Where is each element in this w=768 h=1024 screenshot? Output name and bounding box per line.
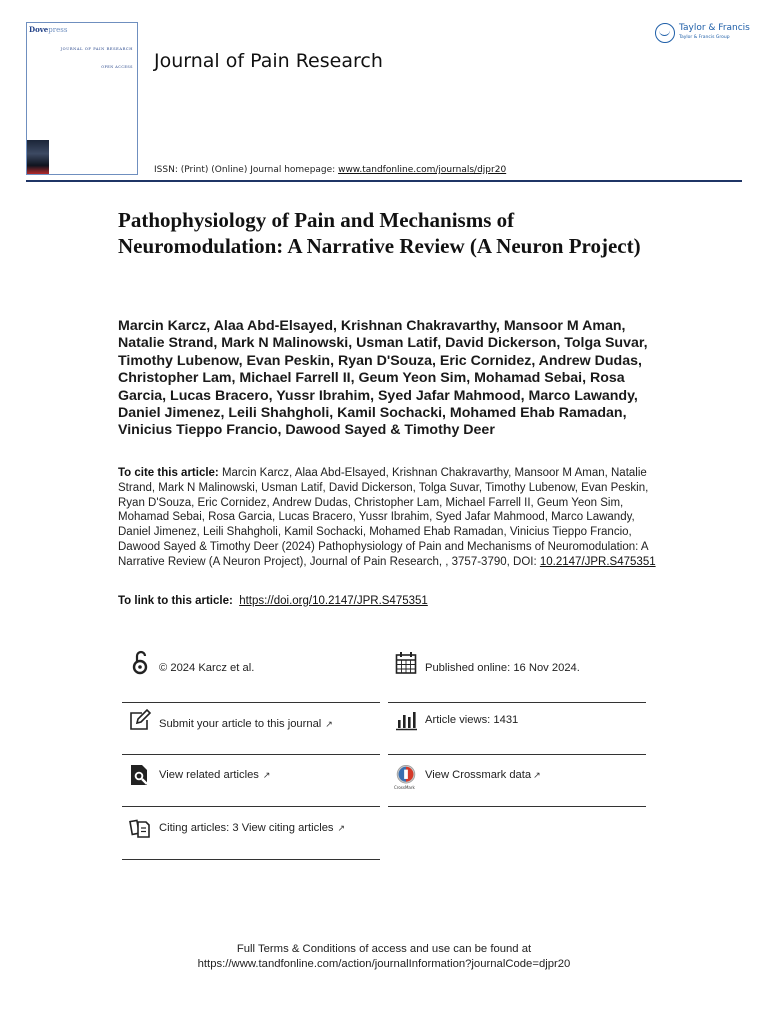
cover-image — [27, 140, 49, 174]
search-document-icon — [128, 762, 152, 788]
crossmark-cell[interactable] — [388, 754, 646, 807]
logo-name: Taylor & Francis — [679, 23, 750, 33]
cover-publisher: Dovepress — [29, 25, 68, 34]
citing-documents-icon — [128, 815, 152, 841]
published-date: Published online: 16 Nov 2024. — [425, 662, 580, 674]
external-link-icon: ↗ — [533, 770, 541, 780]
citing-articles-link[interactable] — [159, 822, 345, 834]
license-text: © 2024 Karcz et al. — [159, 662, 255, 674]
crossmark-label: View Crossmark data — [425, 769, 532, 781]
external-link-icon: ↗ — [337, 823, 346, 833]
edit-pencil-icon — [128, 708, 152, 734]
journal-cover-thumbnail — [26, 22, 138, 175]
issn-line — [154, 165, 506, 175]
submit-cell[interactable] — [122, 702, 380, 755]
taylor-francis-logo-icon — [655, 23, 675, 43]
related-articles-link[interactable] — [159, 769, 270, 781]
terms-line-1: Full Terms & Conditions of access and use can be found at — [236, 943, 532, 955]
cover-open-access: OPEN ACCESS — [101, 65, 133, 69]
citation-label: To cite this article: — [118, 467, 219, 479]
citation-doi-link[interactable]: 10.2147/JPR.S475351 — [539, 555, 656, 568]
license-cell — [122, 650, 380, 703]
bar-chart-icon — [394, 708, 418, 734]
citation-text: Marcin Karcz, Alaa Abd-Elsayed, Krishnan Chakravarthy, Mansoor M Aman, Natalie Strand, Mark N Malinowski, Usman Latif, David Dickerson, Tolga Suvar, Timothy Lubenow, Evan Peskin, Ryan D'Souza, Eric Cornidez, Andrew Dudas, Christopher Lam, Michael Farrell II, Geum Yeon Sim, Mohamad Sebai, Rosa Garcia, Lucas Bracero, Yussr Ibrahim, Syed Jafar Mahmood, Marco Lawandy, Daniel Jimenez, Leili Shahgholi, Kamil Sochacki, Mohamed Ehab Ramadan, Vinicius Tieppo Francio, Dawood Sayed & Timothy Deer (2024) Pathophysiology of Pain and Mechanisms of Neuromodulation: A Narrative Review (A Neuron Project), Journal of Pain Research, , 3757-3790, DOI: — [118, 467, 649, 568]
cover-journal-name: JOURNAL OF PAIN RESEARCH — [60, 47, 133, 51]
citing-articles-label: Citing articles: 3 View citing articles — [159, 822, 334, 834]
taylor-francis-logo[interactable] — [655, 22, 750, 46]
citing-cell[interactable] — [122, 807, 380, 860]
open-access-lock-icon — [128, 650, 152, 676]
terms-footer — [0, 942, 768, 972]
article-doi-url[interactable]: https://doi.org/10.2147/JPR.S475351 — [239, 595, 428, 607]
logo-group: Taylor & Francis Group — [679, 35, 730, 40]
citation-block — [118, 466, 658, 570]
calendar-icon — [394, 650, 418, 676]
terms-url[interactable]: https://www.tandfonline.com/action/journalInformation?journalCode=djpr20 — [197, 958, 571, 970]
published-cell — [388, 650, 646, 703]
author-list: Marcin Karcz, Alaa Abd-Elsayed, Krishnan Chakravarthy, Mansoor M Aman, Natalie Strand, Mark N Malinowski, Usman Latif, David Dickerson, Tolga Suvar, Timothy Lubenow, Evan Peskin, Ryan D'Souza, Eric Cornidez, Andrew Dudas, Christopher Lam, Michael Farrell II, Geum Yeon Sim, Mohamad Sebai, Rosa Garcia, Lucas Bracero, Yussr Ibrahim, Syed Jafar Mahmood, Marco Lawandy, Daniel Jimenez, Leili Shahgholi, Kamil Sochacki, Mohamed Ehab Ramadan, Vinicius Tieppo Francio, Dawood Sayed & Timothy Deer — [118, 318, 648, 439]
journal-title: Journal of Pain Research — [154, 50, 383, 72]
external-link-icon: ↗ — [262, 770, 271, 780]
journal-homepage-link[interactable]: www.tandfonline.com/journals/djpr20 — [338, 165, 507, 175]
views-cell — [388, 702, 646, 755]
crossmark-link[interactable] — [425, 769, 541, 781]
crossmark-badge-text: CrossMark — [394, 785, 415, 790]
related-cell[interactable] — [122, 754, 380, 807]
article-title: Pathophysiology of Pain and Mechanisms of Neuromodulation: A Narrative Review (A Neuron Project) — [118, 208, 641, 258]
issn-text: ISSN: (Print) (Online) Journal homepage: — [154, 165, 339, 175]
external-link-icon: ↗ — [325, 719, 333, 729]
related-articles-label: View related articles — [159, 769, 259, 781]
article-link-line — [118, 595, 428, 607]
submit-article-link[interactable] — [159, 718, 333, 730]
header-divider — [26, 180, 742, 182]
article-link-label: To link to this article: — [118, 595, 233, 607]
article-views: Article views: 1431 — [425, 714, 519, 726]
submit-article-label: Submit your article to this journal — [159, 718, 322, 730]
